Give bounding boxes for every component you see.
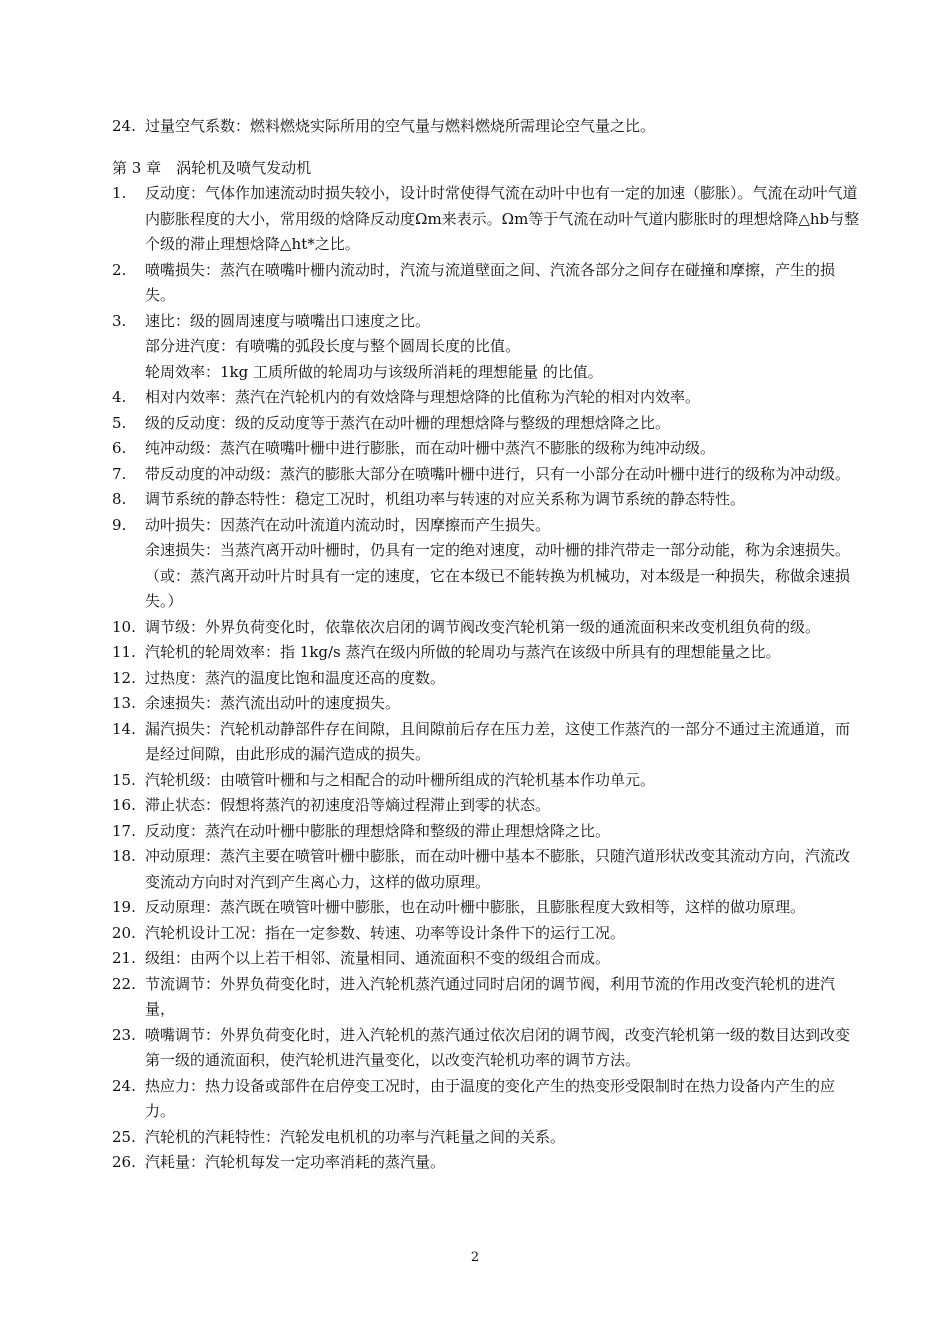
item-text: 过热度：蒸汽的温度比饱和温度还高的度数。 — [145, 668, 446, 687]
item-number: 9. — [112, 515, 127, 534]
item-text: 反动度：蒸汽在动叶栅中膨胀的理想焓降和整级的滞止理想焓降之比。 — [145, 821, 611, 840]
item-number: 17. — [112, 821, 136, 840]
list-item — [112, 895, 864, 921]
item-text: 过量空气系数：燃料燃烧实际所用的空气量与燃料燃烧所需理论空气量之比。 — [145, 117, 656, 135]
list-item — [112, 181, 864, 258]
list-item — [112, 946, 864, 972]
item-number: 22. — [112, 974, 136, 993]
list-item — [112, 385, 864, 411]
definition-list — [112, 181, 864, 1176]
list-item — [112, 691, 864, 717]
item-text: 级的反动度：级的反动度等于蒸汽在动叶栅的理想焓降与整级的理想焓降之比。 — [145, 413, 671, 432]
item-text: 动叶损失：因蒸汽在动叶流道内流动时，因摩擦而产生损失。 — [145, 515, 551, 534]
list-item — [112, 666, 864, 692]
item-number: 24. — [112, 1076, 136, 1095]
item-text: 滞止状态：假想将蒸汽的初速度沿等熵过程滞止到零的状态。 — [145, 796, 551, 814]
item-number: 4. — [112, 388, 127, 406]
list-item-continuation: 余速损失：当蒸汽离开动叶栅时，仍具有一定的绝对速度，动叶栅的排汽带走一部分动能，称为余速损失。（或：蒸汽离开动叶片时具有一定的速度，它在本级已不能转换为机械功，对本级是一种损失，称做余速损失。） — [145, 541, 851, 610]
item-text: 调节级：外界负荷变化时，依靠依次启闭的调节阀改变汽轮机第一级的通流面积来改变机组负荷的级。 — [145, 617, 821, 636]
list-item — [112, 921, 864, 947]
list-item — [112, 717, 864, 768]
item-text: 汽轮机设计工况：指在一定参数、转速、功率等设计条件下的运行工况。 — [145, 923, 626, 942]
page-content — [112, 114, 864, 1176]
item-number: 7. — [112, 464, 127, 483]
list-item — [112, 768, 864, 794]
item-number: 3. — [112, 311, 127, 330]
list-item — [112, 436, 864, 462]
list-item — [112, 640, 864, 666]
item-text: 汽轮机级：由喷管叶栅和与之相配合的动叶栅所组成的汽轮机基本作功单元。 — [145, 770, 656, 789]
item-number: 5. — [112, 413, 127, 432]
list-item — [112, 1125, 864, 1151]
item-text: 反动原理：蒸汽既在喷管叶栅中膨胀，也在动叶栅中膨胀，且膨胀程度大致相等，这样的做功原理。 — [145, 898, 806, 916]
item-text: 速比：级的圆周速度与喷嘴出口速度之比。 — [145, 311, 431, 330]
item-number: 16. — [112, 796, 136, 814]
item-text: 漏汽损失：汽轮机动静部件存在间隙，且间隙前后存在压力差，这使工作蒸汽的一部分不通过主流通道，而是经过间隙，由此形成的漏汽造成的损失。 — [145, 719, 851, 763]
item-number: 23. — [112, 1025, 136, 1044]
list-item-continuation: 轮周效率：1kg 工质所做的轮周功与该级所消耗的理想能量 的比值。 — [145, 362, 603, 381]
item-text: 带反动度的冲动级：蒸汽的膨胀大部分在喷嘴叶栅中进行，只有一小部分在动叶栅中进行的级称为冲动级。 — [145, 464, 851, 483]
item-text: 冲动原理：蒸汽主要在喷管叶栅中膨胀，而在动叶栅中基本不膨胀，只随汽道形状改变其流动方向，汽流改变流动方向时对汽到产生离心力，这样的做功原理。 — [145, 847, 851, 891]
item-number: 21. — [112, 949, 136, 967]
item-text: 喷嘴损失：蒸汽在喷嘴叶栅内流动时，汽流与流道壁面之间、汽流各部分之间存在碰撞和摩擦，产生的损失。 — [145, 260, 836, 304]
item-text: 汽轮机的轮周效率：指 1kg/s 蒸汽在级内所做的轮周功与蒸汽在该级中所具有的理想能量之比。 — [145, 643, 781, 661]
item-number: 15. — [112, 770, 136, 789]
item-text: 余速损失：蒸汽流出动叶的速度损失。 — [145, 694, 401, 712]
page-number: 2 — [470, 1250, 480, 1265]
list-item — [112, 844, 864, 895]
list-item — [112, 1150, 864, 1176]
item-text: 相对内效率：蒸汽在汽轮机内的有效焓降与理想焓降的比值称为汽轮的相对内效率。 — [145, 388, 701, 406]
item-number: 8. — [112, 490, 127, 508]
list-item — [112, 487, 864, 513]
item-number: 18. — [112, 847, 136, 865]
list-item — [112, 819, 864, 845]
list-item — [112, 309, 864, 335]
item-text: 汽轮机的汽耗特性：汽轮发电机机的功率与汽耗量之间的关系。 — [145, 1127, 566, 1146]
item-number: 24. — [112, 117, 136, 135]
list-item — [112, 972, 864, 1023]
item-number: 1. — [112, 184, 127, 202]
list-item — [112, 1023, 864, 1074]
item-number: 14. — [112, 719, 136, 738]
item-text: 热应力：热力设备或部件在启停变工况时，由于温度的变化产生的热变形受限制时在热力设备内产生的应力。 — [145, 1076, 836, 1120]
item-number: 12. — [112, 668, 136, 687]
item-number: 6. — [112, 439, 127, 457]
item-number: 26. — [112, 1153, 136, 1171]
item-text: 纯冲动级：蒸汽在喷嘴叶栅中进行膨胀，而在动叶栅中蒸汽不膨胀的级称为纯冲动级。 — [145, 439, 716, 457]
item-number: 11. — [112, 643, 136, 661]
item-number: 20. — [112, 923, 136, 942]
item-text: 喷嘴调节：外界负荷变化时，进入汽轮机的蒸汽通过依次启闭的调节阀，改变汽轮机第一级的数目达到改变第一级的通流面积，使汽轮机进汽量变化，以改变汽轮机功率的调节方法。 — [145, 1025, 851, 1069]
list-item — [112, 615, 864, 641]
list-item — [112, 411, 864, 437]
list-item — [112, 258, 864, 309]
list-item — [112, 462, 864, 488]
item-text: 反动度：气体作加速流动时损失较小，设计时常使得气流在动叶中也有一定的加速（膨胀）。气流在动叶气道内膨胀程度的大小，常用级的焓降反动度Ωm来表示。Ωm等于气流在动叶气道内膨胀时的理想焓降△hb与整个级的滞止理想焓降△ht*之比。 — [145, 184, 860, 253]
item-number: 10. — [112, 617, 136, 636]
chapter-title: 第 3 章 涡轮机及喷气发动机 — [112, 158, 312, 177]
list-item — [112, 1074, 864, 1125]
item-number: 19. — [112, 898, 136, 916]
list-item — [112, 114, 864, 140]
item-number: 2. — [112, 260, 127, 279]
item-number: 25. — [112, 1127, 136, 1146]
list-item — [112, 513, 864, 539]
item-text: 汽耗量：汽轮机每发一定功率消耗的蒸汽量。 — [145, 1153, 446, 1171]
item-text: 级组：由两个以上若干相邻、流量相同、通流面积不变的级组合而成。 — [145, 949, 611, 967]
item-text: 调节系统的静态特性：稳定工况时，机组功率与转速的对应关系称为调节系统的静态特性。 — [145, 490, 746, 508]
item-number: 13. — [112, 694, 136, 712]
list-item — [112, 793, 864, 819]
item-text: 节流调节：外界负荷变化时，进入汽轮机蒸汽通过同时启闭的调节阀，利用节流的作用改变汽轮机的进汽量， — [145, 974, 836, 1018]
list-item-continuation: 部分进汽度：有喷嘴的弧段长度与整个圆周长度的比值。 — [145, 337, 521, 355]
